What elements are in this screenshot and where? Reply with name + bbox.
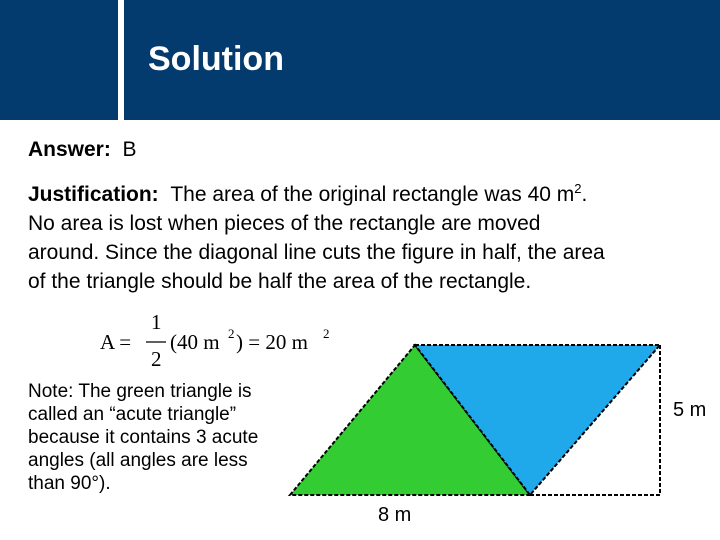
formula-result-exponent: 2	[323, 326, 330, 341]
banner-divider	[118, 0, 124, 120]
note-line-4: angles (all angles are less	[28, 450, 248, 471]
formula-middle: (40 m	[170, 330, 220, 354]
height-label: 5 m	[673, 399, 707, 421]
note-paragraph	[28, 380, 298, 495]
note-line-5: than 90°).	[28, 473, 111, 494]
formula-denominator: 2	[151, 347, 162, 371]
note-line-2: called an “acute triangle”	[28, 404, 237, 425]
justification-label: Justification:	[28, 183, 159, 206]
note-line-3: because it contains 3 acute	[28, 427, 259, 448]
formula-middle-exponent: 2	[228, 326, 235, 341]
formula-result: ) = 20 m	[236, 330, 308, 354]
note-line-1: Note: The green triangle is	[28, 381, 252, 402]
answer-value: B	[122, 138, 137, 161]
justification-line-3: around. Since the diagonal line cuts the figure in half, the area	[28, 241, 605, 264]
period: .	[581, 183, 588, 206]
slide-title: Solution	[148, 40, 284, 78]
answer-label: Answer:	[28, 138, 111, 161]
justification-line-4: of the triangle should be half the area of the rectangle.	[28, 270, 532, 293]
answer-line	[28, 138, 137, 162]
title-banner	[0, 0, 720, 120]
exponent: 2	[574, 181, 582, 196]
justification-paragraph	[28, 180, 708, 296]
justification-line-1	[28, 180, 708, 209]
width-label: 8 m	[378, 504, 412, 526]
formula-numerator: 1	[151, 310, 162, 334]
triangle-figure	[280, 330, 720, 530]
justification-line-2: No area is lost when pieces of the rectangle are moved	[28, 212, 541, 235]
justification-text-1: The area of the original rectangle was 40 m	[170, 183, 575, 206]
formula-lhs: A =	[100, 330, 132, 354]
